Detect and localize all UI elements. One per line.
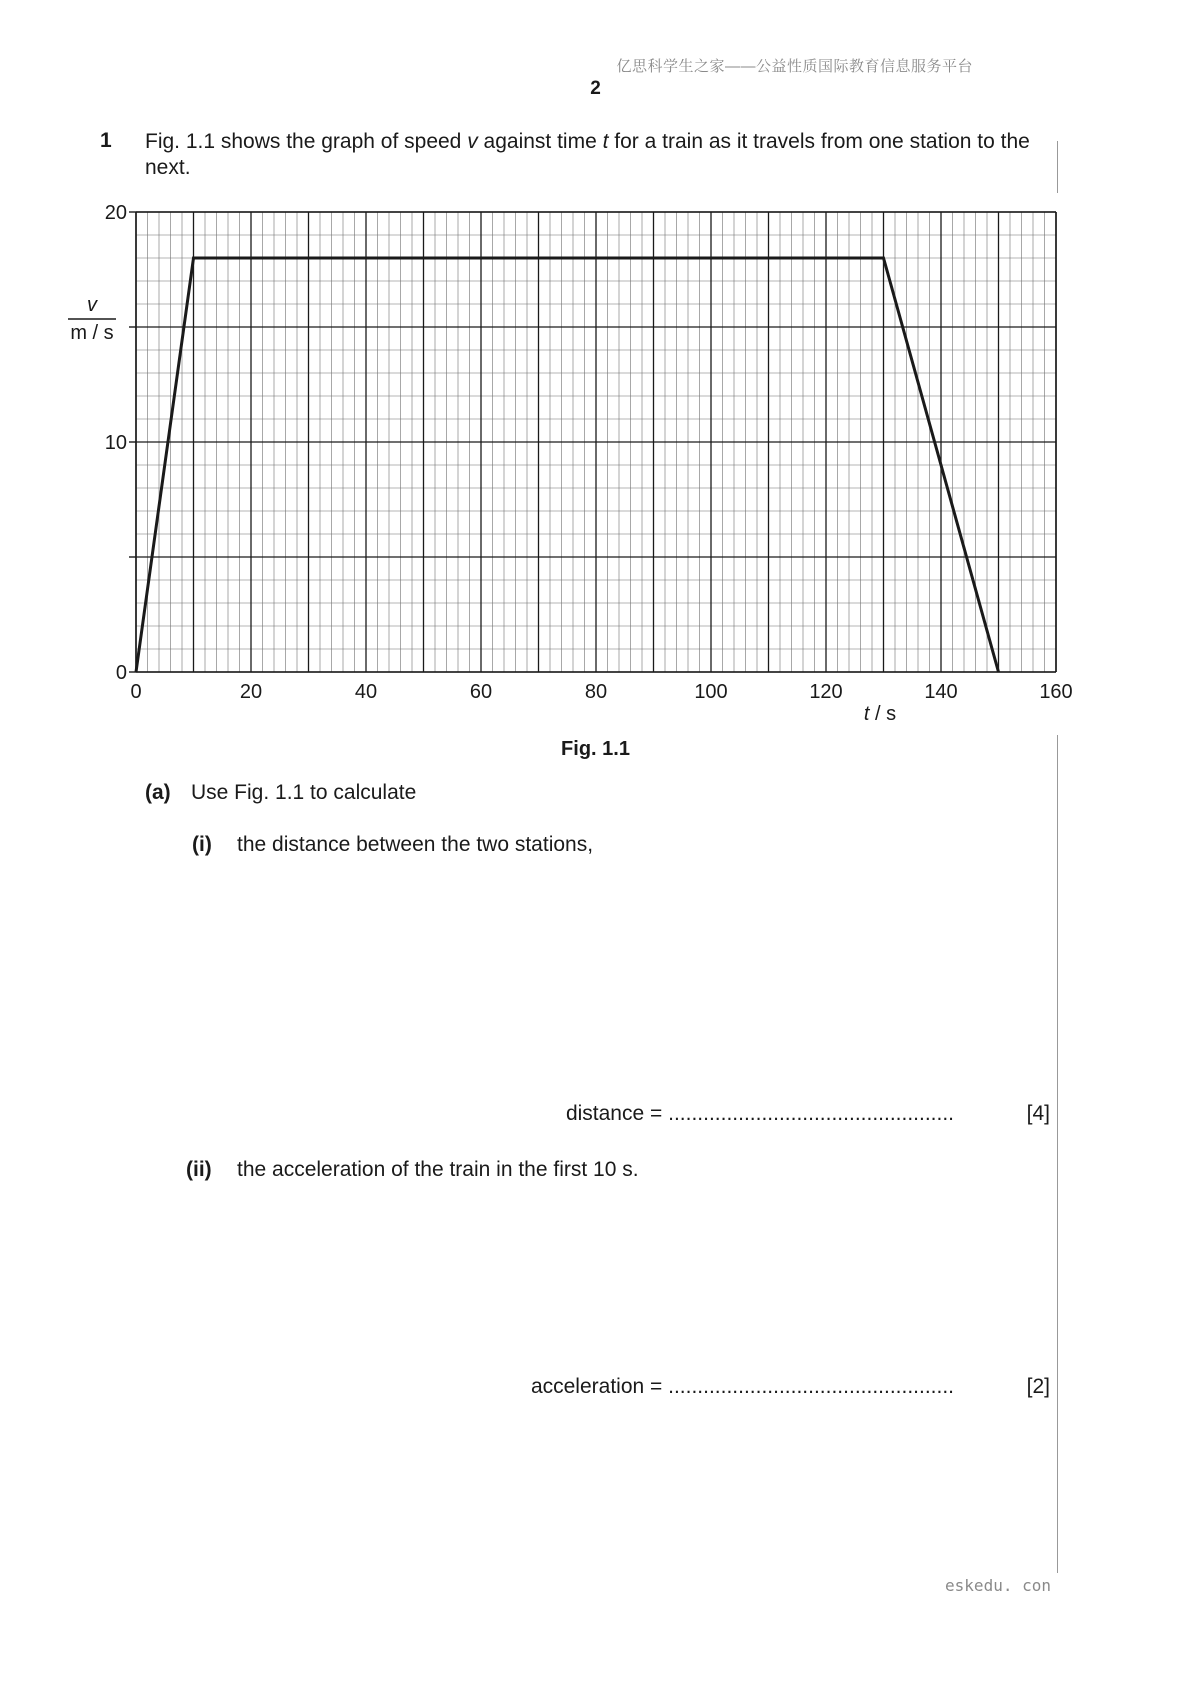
distance-answer-label: distance = <box>565 1102 669 1125</box>
y-axis-label-v: v <box>87 294 97 316</box>
page-number: 2 <box>590 78 601 99</box>
part-a-i-text: the distance between the two stations, <box>237 833 594 856</box>
acceleration-answer-line <box>531 1375 954 1399</box>
question-text-part: against time <box>477 130 603 153</box>
symbol-v: v <box>467 130 478 153</box>
distance-answer-line <box>566 1102 954 1126</box>
x-axis-tick-labels <box>130 681 1072 703</box>
footer-site: eskedu. con <box>945 1576 1051 1595</box>
acceleration-answer-label: acceleration = <box>530 1375 669 1398</box>
y-axis-tick-labels <box>105 202 127 684</box>
question-text-part: Fig. 1.1 shows the graph of speed <box>145 130 468 153</box>
watermark: 亿思科学生之家——公益性质国际教育信息服务平台 <box>616 58 973 75</box>
figure-caption: Fig. 1.1 <box>561 738 630 760</box>
x-tick-label: 120 <box>809 681 843 703</box>
x-tick-label: 40 <box>354 681 378 703</box>
y-tick-label: 0 <box>115 662 127 684</box>
y-tick-label: 10 <box>104 432 127 454</box>
y-axis-ticks <box>129 212 136 672</box>
x-tick-label: 20 <box>239 681 263 703</box>
question-number: 1 <box>100 129 112 152</box>
x-tick-label: 80 <box>584 681 608 703</box>
speed-time-graph <box>0 0 1191 760</box>
part-a-label: (a) <box>145 781 171 804</box>
question-text-part: for a train as it travels from one station to the next. <box>145 130 1030 179</box>
x-tick-label: 100 <box>694 681 728 703</box>
part-a-text: Use Fig. 1.1 to calculate <box>191 781 417 804</box>
margin-line <box>1057 735 1058 1573</box>
x-tick-label: 140 <box>924 681 958 703</box>
x-axis-label: t / s <box>863 703 897 725</box>
part-a-ii-label: (ii) <box>186 1158 212 1181</box>
y-tick-label: 20 <box>104 202 127 224</box>
symbol-t: t <box>602 130 609 153</box>
acceleration-answer-field[interactable]: ................................................. <box>668 1375 954 1398</box>
part-a-i-label: (i) <box>192 833 212 856</box>
x-tick-label: 60 <box>469 681 493 703</box>
y-axis-label-unit: m / s <box>70 322 114 344</box>
x-tick-label: 160 <box>1039 681 1073 703</box>
distance-marks: [4] <box>1026 1102 1050 1125</box>
part-a-ii-text: the acceleration of the train in the first 10 s. <box>237 1158 639 1181</box>
distance-answer-field[interactable]: ................................................. <box>668 1102 954 1125</box>
x-tick-label: 0 <box>130 681 142 703</box>
acceleration-marks: [2] <box>1026 1375 1050 1398</box>
